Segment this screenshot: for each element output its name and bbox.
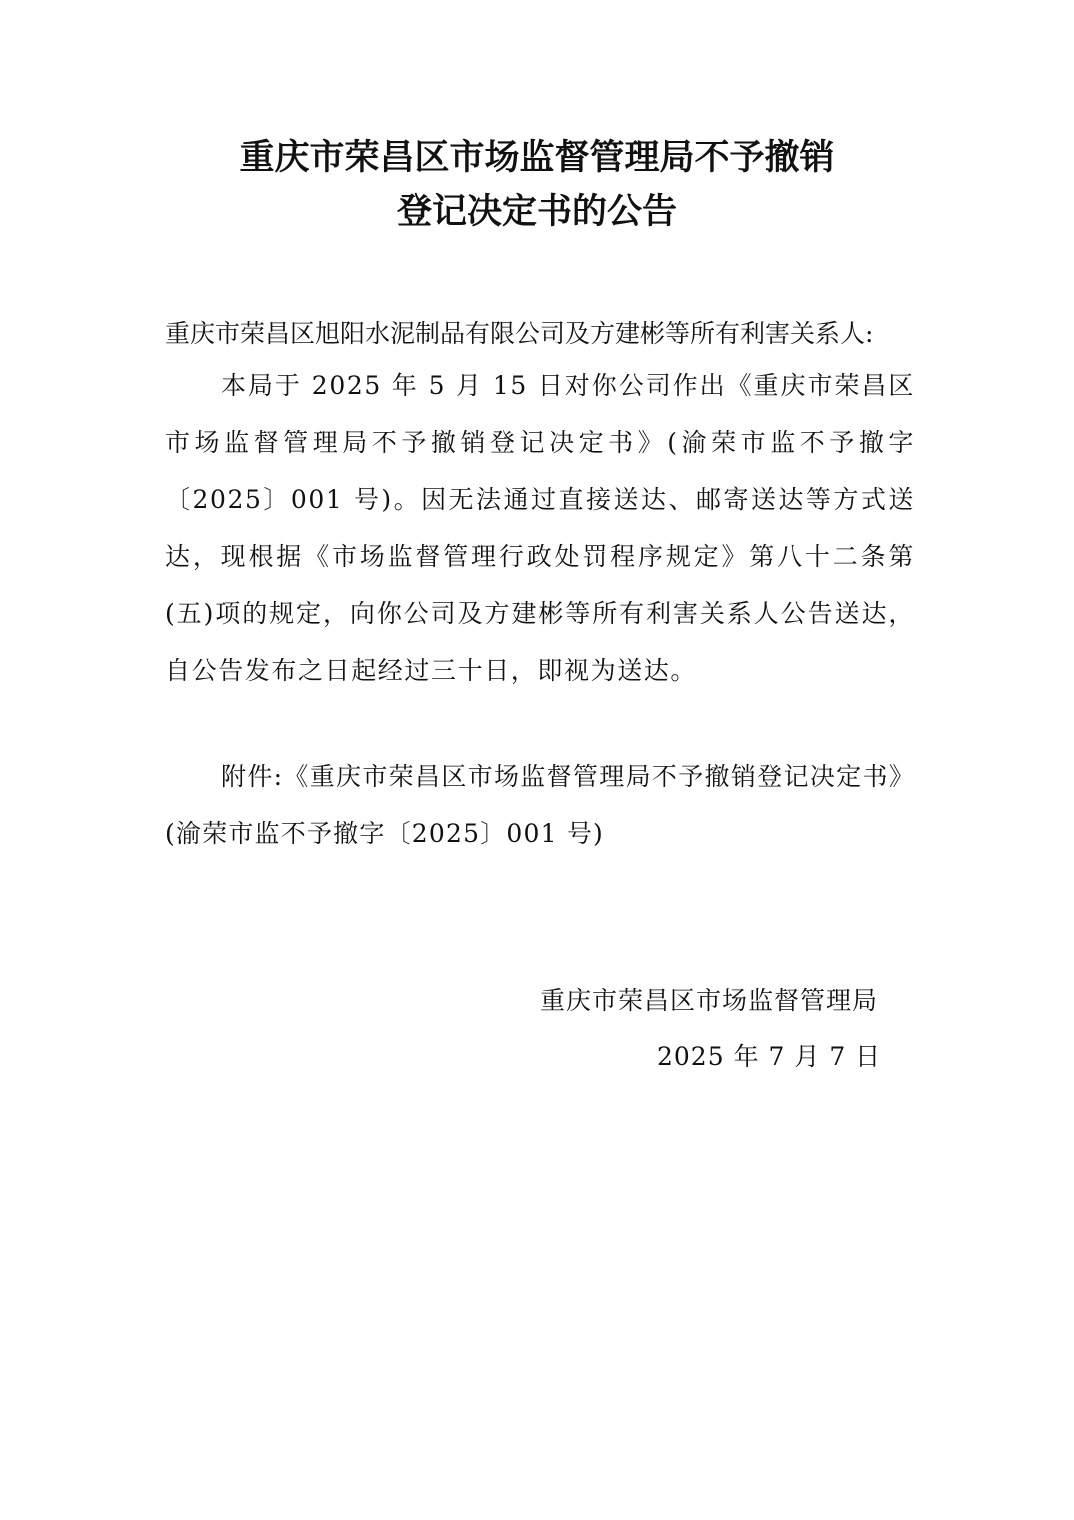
salutation: 重庆市荣昌区旭阳水泥制品有限公司及方建彬等所有利害关系人: (165, 319, 874, 348)
body-paragraph: 本局于 2025 年 5 月 15 日对你公司作出《重庆市荣昌区市场监督管理局不予撤销登记决定书》(渝荣市监不予撤字〔2025〕001 号)。因无法通过直接送达、邮寄送达等方式送达，现根据《市场监督管理行政处罚程序规定》第八十二条第(五)项的规定，向你公司及方建彬等所有利害关系人公告送达，自公告发布之日起经过三十日，即视为送达。 (165, 371, 915, 685)
issue-date: 2025 年 7 月 7 日 (657, 1042, 882, 1071)
attachment-paragraph: 附件:《重庆市荣昌区市场监督管理局不予撤销登记决定书》(渝荣市监不予撤字〔2025〕001 号) (165, 762, 915, 848)
document-title-line-1: 重庆市荣昌区市场监督管理局不予撤销 (239, 137, 835, 178)
document-title-line-2: 登记决定书的公告 (396, 191, 677, 232)
issuer-signature: 重庆市荣昌区市场监督管理局 (540, 986, 879, 1015)
